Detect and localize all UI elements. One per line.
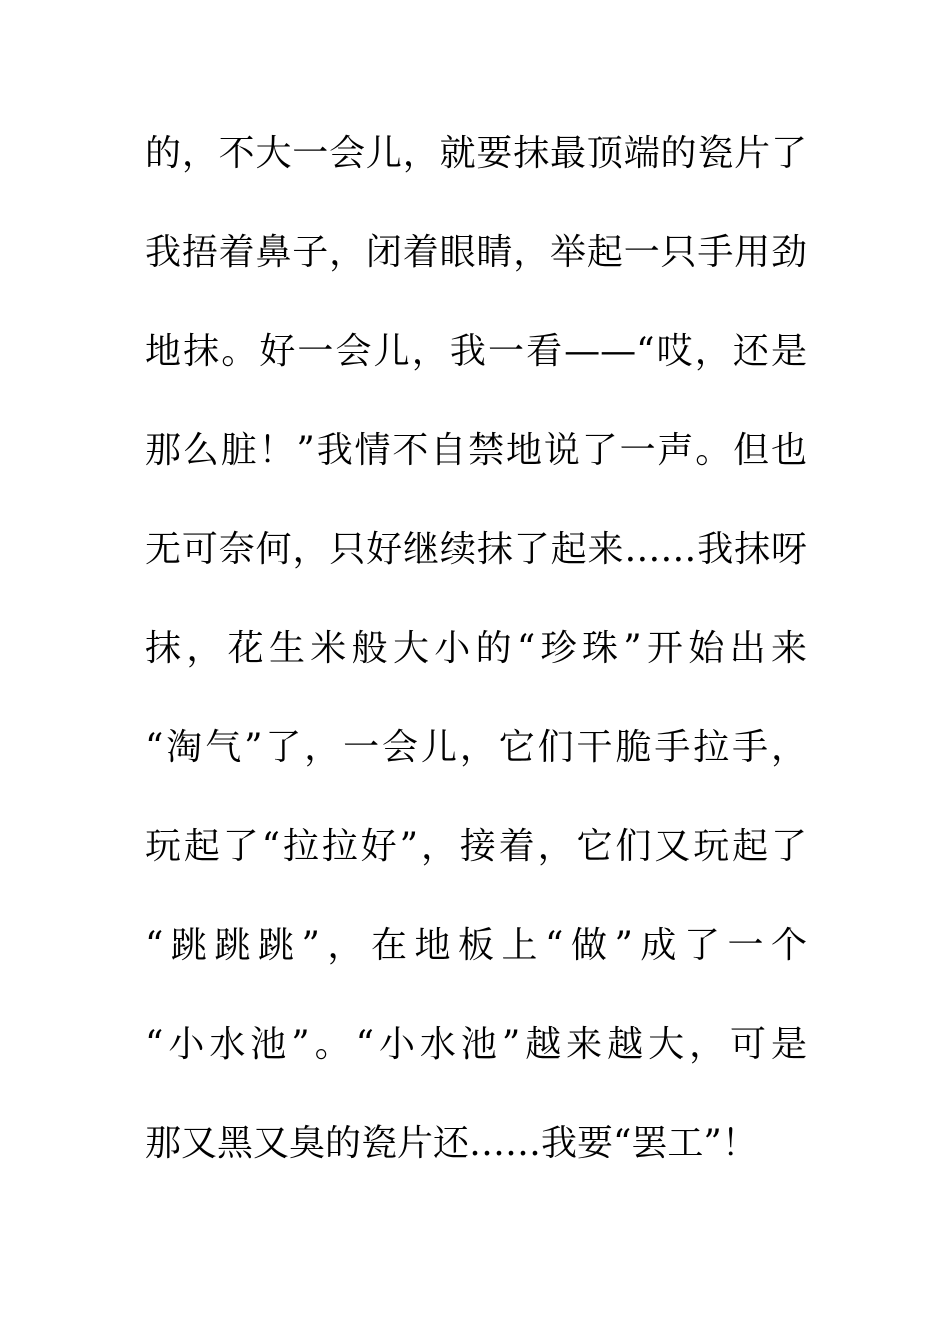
- text-line-5: 无可奈何，只好继续抹了起来……我抹呀: [145, 529, 807, 570]
- text-line-8: 玩起了“拉拉好”，接着，它们又玩起了: [145, 826, 807, 867]
- text-line-11: 那又黑又臭的瓷片还……我要“罢工”！: [145, 1123, 758, 1164]
- text-line-4: 那么脏！”我情不自禁地说了一声。但也: [145, 430, 807, 471]
- text-line-3: 地抹。好一会儿，我一看——“哎，还是: [145, 331, 807, 372]
- text-line-6: 抹，花生米般大小的“珍珠”开始出来: [145, 628, 807, 669]
- text-line-1: 的，不大一会儿，就要抹最顶端的瓷片了: [145, 133, 807, 174]
- text-line-2: 我捂着鼻子，闭着眼睛，举起一只手用劲: [145, 232, 807, 273]
- text-line-9: “跳跳跳”，在地板上“做”成了一个: [145, 925, 807, 966]
- text-line-10: “小水池”。“小水池”越来越大，可是: [145, 1024, 807, 1065]
- body-text: [145, 124, 825, 1213]
- text-line-7: “淘气”了，一会儿，它们干脆手拉手，: [145, 727, 807, 768]
